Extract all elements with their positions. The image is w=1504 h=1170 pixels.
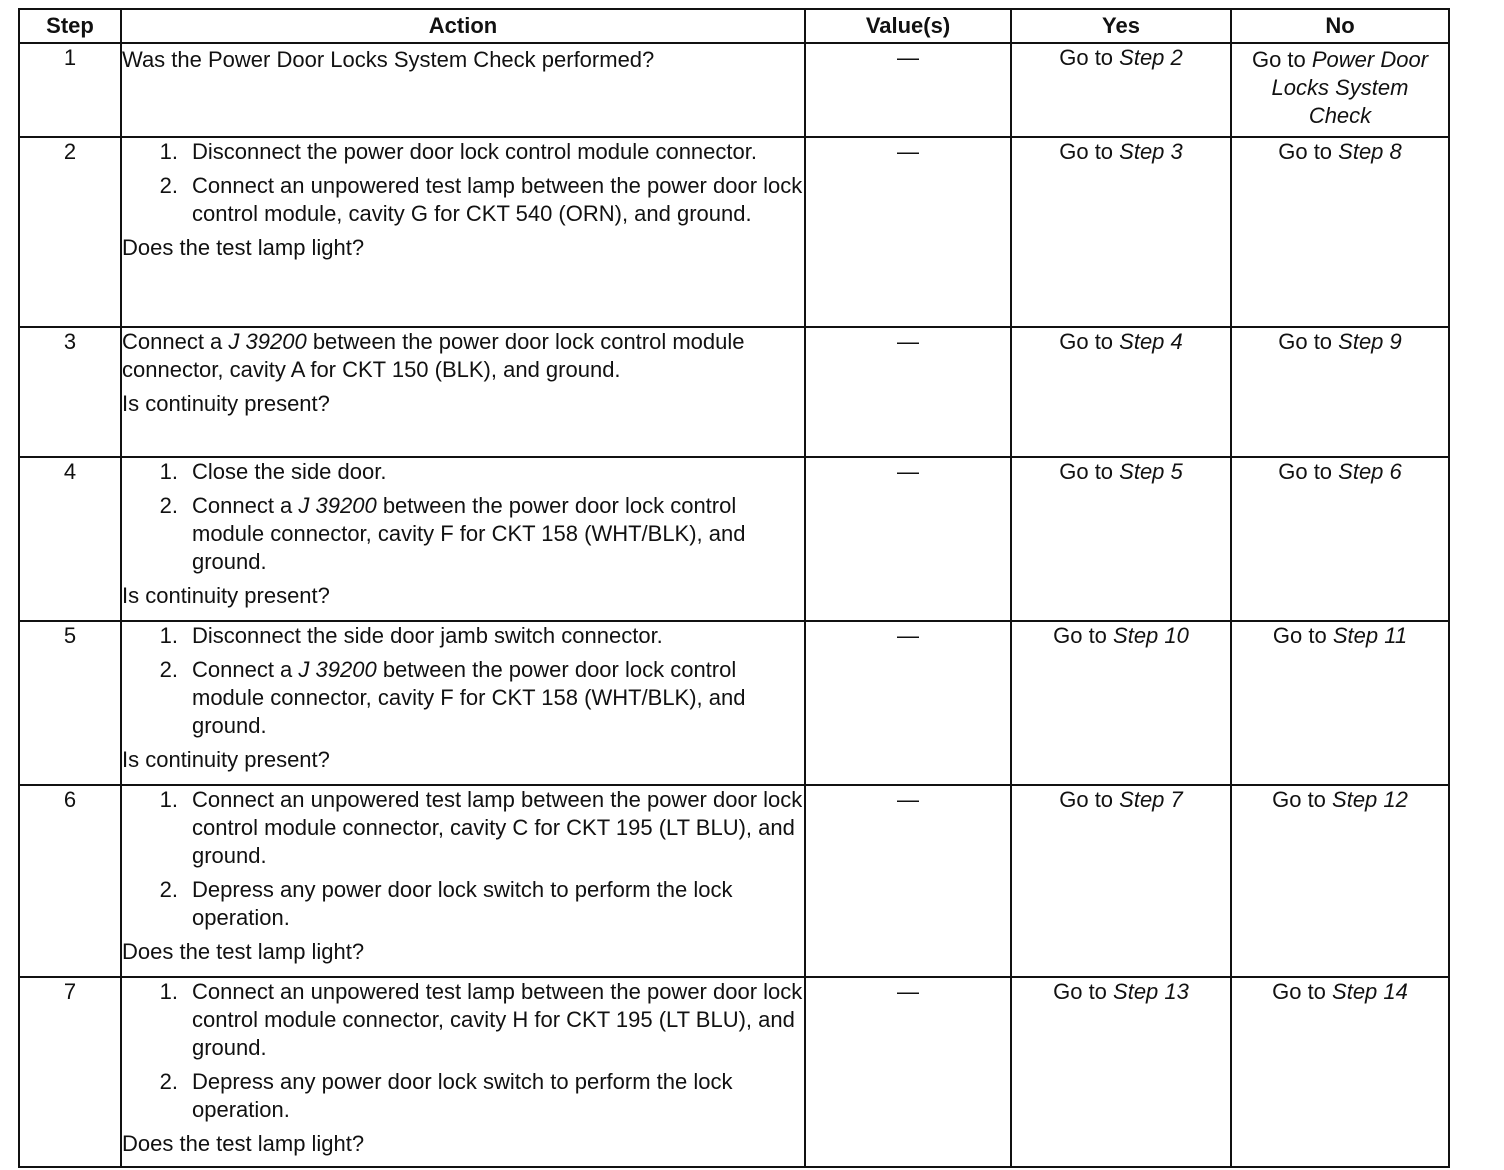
- action-question: Does the test lamp light?: [122, 1131, 365, 1156]
- step-number: 7: [19, 977, 121, 1167]
- step-number: 6: [19, 785, 121, 977]
- diagnostic-table-sheet: [18, 8, 1448, 1168]
- header-yes: Yes: [1011, 9, 1231, 43]
- no-prefix: Go to: [1251, 47, 1312, 72]
- item-text-post: between the power door lock control module connector, cavity F for CKT 158 (WHT/BLK), and ground.: [192, 657, 746, 738]
- action-list: [122, 978, 804, 1124]
- item-number: 1.: [159, 787, 178, 812]
- yes-step-link[interactable]: Step 5: [1119, 459, 1183, 484]
- yes-prefix: Go to: [1059, 139, 1120, 164]
- action-item: [122, 622, 804, 650]
- item-text-post: between the power door lock control module connector, cavity F for CKT 158 (WHT/BLK), and ground.: [192, 493, 746, 574]
- yes-step-link[interactable]: Step 2: [1119, 45, 1183, 70]
- no-cell: [1231, 43, 1449, 137]
- no-prefix: Go to: [1278, 459, 1339, 484]
- yes-prefix: Go to: [1059, 329, 1120, 354]
- no-step-link[interactable]: Step 6: [1338, 459, 1402, 484]
- value-cell: —: [805, 621, 1011, 785]
- no-cell: [1231, 977, 1449, 1167]
- diagnostic-table: [18, 8, 1450, 1168]
- value-cell: —: [805, 43, 1011, 137]
- table-row: [19, 457, 1449, 621]
- no-prefix: Go to: [1272, 979, 1333, 1004]
- action-item: [122, 458, 804, 486]
- table-row: [19, 43, 1449, 137]
- action-question: Is continuity present?: [122, 747, 330, 772]
- item-text: Disconnect the side door jamb switch connector.: [192, 623, 663, 648]
- table-row: [19, 137, 1449, 327]
- no-cell: [1231, 137, 1449, 327]
- action-question: Does the test lamp light?: [122, 235, 365, 260]
- no-cell: [1231, 327, 1449, 457]
- lead-text-pre: Connect a: [122, 329, 229, 354]
- yes-cell: [1011, 621, 1231, 785]
- no-step-link[interactable]: Step 12: [1332, 787, 1408, 812]
- yes-prefix: Go to: [1053, 979, 1114, 1004]
- action-question: Was the Power Door Locks System Check performed?: [122, 47, 655, 72]
- yes-cell: [1011, 327, 1231, 457]
- item-text: Close the side door.: [192, 459, 387, 484]
- action-question: Is continuity present?: [122, 391, 330, 416]
- step-number: 3: [19, 327, 121, 457]
- item-text: Connect an unpowered test lamp between the power door lock control module connector, cavity H for CKT 195 (LT BLU), and ground.: [192, 979, 803, 1060]
- header-step: Step: [19, 9, 121, 43]
- tool-name: J 39200: [298, 493, 377, 518]
- table-row: [19, 621, 1449, 785]
- action-cell: [121, 785, 805, 977]
- item-text: Connect an unpowered test lamp between the power door lock control module connector, cavity C for CKT 195 (LT BLU), and ground.: [192, 787, 803, 868]
- action-item: [122, 138, 804, 166]
- yes-cell: [1011, 43, 1231, 137]
- item-text-pre: Connect a: [192, 493, 299, 518]
- no-prefix: Go to: [1278, 329, 1339, 354]
- step-number: 2: [19, 137, 121, 327]
- no-prefix: Go to: [1278, 139, 1339, 164]
- no-prefix: Go to: [1272, 787, 1333, 812]
- table-row: [19, 977, 1449, 1167]
- item-number: 1.: [159, 139, 178, 164]
- no-prefix: Go to: [1272, 623, 1333, 648]
- item-text: Depress any power door lock switch to perform the lock operation.: [192, 1069, 733, 1122]
- no-step-link[interactable]: Power Door Locks System Check: [1271, 47, 1429, 128]
- yes-step-link[interactable]: Step 10: [1113, 623, 1189, 648]
- no-step-link[interactable]: Step 8: [1338, 139, 1402, 164]
- action-item: [122, 978, 804, 1062]
- yes-cell: [1011, 137, 1231, 327]
- value-cell: —: [805, 137, 1011, 327]
- action-item: [122, 876, 804, 932]
- action-cell: [121, 457, 805, 621]
- yes-cell: [1011, 457, 1231, 621]
- item-text: Depress any power door lock switch to perform the lock operation.: [192, 877, 733, 930]
- item-text: [178, 492, 804, 576]
- no-cell: [1231, 785, 1449, 977]
- table-row: [19, 327, 1449, 457]
- action-item: [122, 172, 804, 228]
- yes-prefix: Go to: [1059, 45, 1120, 70]
- action-cell: [121, 621, 805, 785]
- action-cell: [121, 327, 805, 457]
- yes-step-link[interactable]: Step 3: [1119, 139, 1183, 164]
- action-item: [122, 1068, 804, 1124]
- item-number: 2.: [159, 1069, 178, 1094]
- item-number: 2.: [159, 173, 178, 198]
- step-number: 1: [19, 43, 121, 137]
- tool-name: J 39200: [228, 329, 307, 354]
- tool-name: J 39200: [298, 657, 377, 682]
- step-number: 5: [19, 621, 121, 785]
- item-number: 2.: [159, 493, 178, 518]
- action-item: [122, 492, 804, 576]
- item-number: 2.: [159, 657, 178, 682]
- no-step-link[interactable]: Step 14: [1332, 979, 1408, 1004]
- yes-cell: [1011, 977, 1231, 1167]
- header-action: Action: [121, 9, 805, 43]
- item-number: 1.: [159, 459, 178, 484]
- yes-step-link[interactable]: Step 13: [1113, 979, 1189, 1004]
- table-row: [19, 785, 1449, 977]
- action-list: [122, 786, 804, 932]
- yes-step-link[interactable]: Step 7: [1119, 787, 1183, 812]
- action-item: [122, 786, 804, 870]
- item-text: Connect an unpowered test lamp between the power door lock control module, cavity G for CKT 540 (ORN), and ground.: [192, 173, 803, 226]
- yes-prefix: Go to: [1053, 623, 1114, 648]
- action-cell: [121, 977, 805, 1167]
- header-no: No: [1231, 9, 1449, 43]
- yes-prefix: Go to: [1059, 459, 1120, 484]
- item-number: 2.: [159, 877, 178, 902]
- action-question: Does the test lamp light?: [122, 939, 365, 964]
- value-cell: —: [805, 977, 1011, 1167]
- item-text: [178, 656, 804, 740]
- yes-cell: [1011, 785, 1231, 977]
- yes-step-link[interactable]: Step 4: [1119, 329, 1183, 354]
- header-values: Value(s): [805, 9, 1011, 43]
- item-number: 1.: [159, 979, 178, 1004]
- no-cell: [1231, 457, 1449, 621]
- table-header-row: [19, 9, 1449, 43]
- item-text: Disconnect the power door lock control module connector.: [192, 139, 757, 164]
- action-question: Is continuity present?: [122, 583, 330, 608]
- value-cell: —: [805, 785, 1011, 977]
- no-step-link[interactable]: Step 11: [1332, 623, 1408, 648]
- action-list: [122, 138, 804, 228]
- step-number: 4: [19, 457, 121, 621]
- item-number: 1.: [159, 623, 178, 648]
- action-lead: [122, 328, 804, 384]
- value-cell: —: [805, 327, 1011, 457]
- no-step-link[interactable]: Step 9: [1338, 329, 1402, 354]
- action-cell: [121, 43, 805, 137]
- action-item: [122, 656, 804, 740]
- action-list: [122, 622, 804, 740]
- value-cell: —: [805, 457, 1011, 621]
- table-body: [19, 43, 1449, 1167]
- action-cell: [121, 137, 805, 327]
- action-list: [122, 458, 804, 576]
- no-cell: [1231, 621, 1449, 785]
- item-text-pre: Connect a: [192, 657, 299, 682]
- yes-prefix: Go to: [1059, 787, 1120, 812]
- lead-text-post: between the power door lock control module connector, cavity A for CKT 150 (BLK), and ground.: [122, 329, 745, 382]
